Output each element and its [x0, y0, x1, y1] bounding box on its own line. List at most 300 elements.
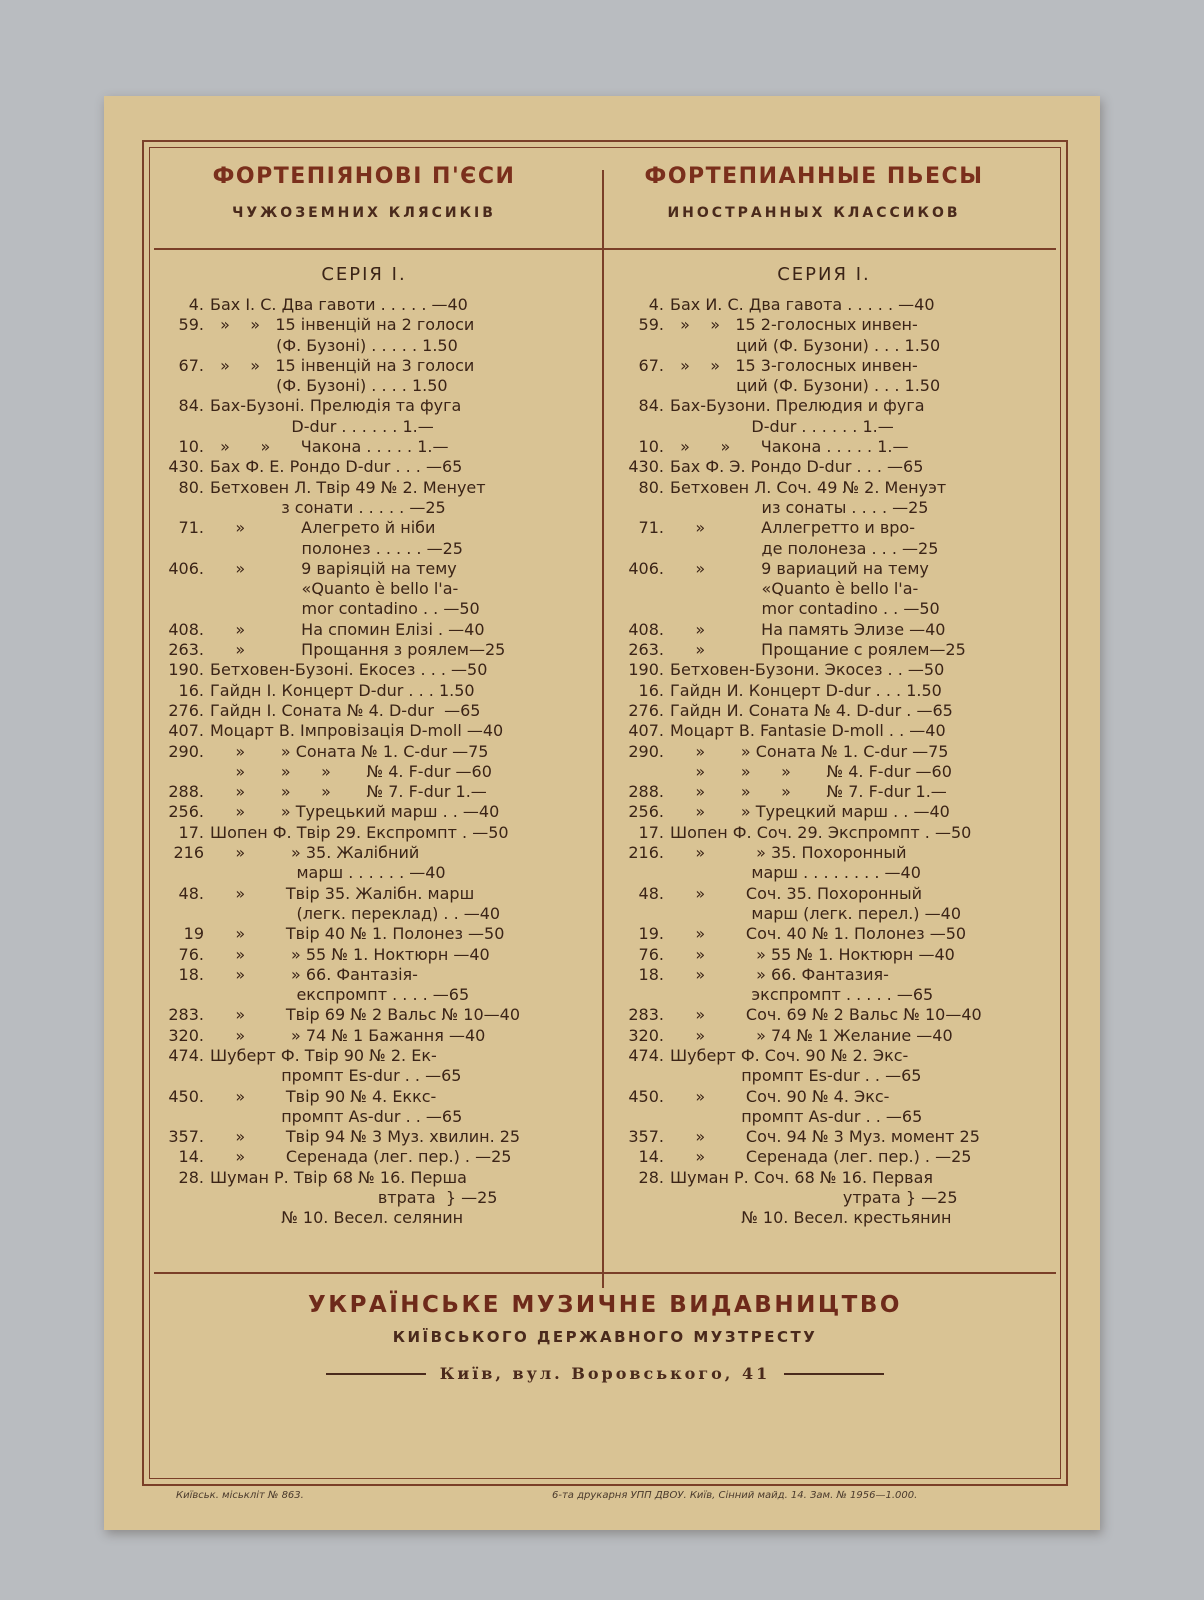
- catalog-text: » » 35. Жалібний: [210, 843, 420, 863]
- catalog-number: [622, 1107, 670, 1127]
- catalog-number: 4.: [648, 295, 664, 314]
- catalog-text: » Твір 69 № 2 Вальс № 10—40: [210, 1005, 520, 1025]
- left-catalog-entry: [162, 478, 562, 498]
- catalog-number: 450.: [168, 1086, 204, 1106]
- right-catalog-entry: [622, 782, 1022, 802]
- left-catalog-entry: [162, 843, 562, 863]
- catalog-text: » » 15 інвенцій на 2 голоси: [210, 315, 475, 335]
- catalog-number: 18.: [638, 964, 664, 984]
- catalog-number: 263.: [628, 640, 664, 660]
- catalog-text: марш . . . . . . —40: [210, 863, 446, 883]
- publisher-address: Київ, вул. Воровського, 41: [439, 1364, 771, 1383]
- right-catalog-entry: [622, 965, 1022, 985]
- catalog-text: экспромпт . . . . . —65: [670, 985, 934, 1005]
- right-catalog-entry: [622, 539, 1022, 559]
- publisher-name: УКРАЇНСЬКЕ МУЗИЧНЕ ВИДАВНИЦТВО: [308, 1292, 902, 1318]
- catalog-number: [162, 336, 210, 356]
- catalog-text: » » » № 4. F-dur —60: [670, 761, 952, 781]
- catalog-number: [622, 1188, 670, 1208]
- catalog-number: 406.: [628, 558, 664, 578]
- right-title: ФОРТЕПИАННЫЕ ПЬЕСЫ: [644, 164, 984, 189]
- catalog-text: Шуберт Ф. Твір 90 № 2. Ек-: [210, 1045, 437, 1065]
- catalog-number: 10.: [638, 437, 664, 457]
- catalog-number: [622, 498, 670, 518]
- right-catalog-entry: [622, 762, 1022, 782]
- right-catalog-entry: [622, 701, 1022, 721]
- catalog-text: » » 15 2-голосных инвен-: [670, 315, 918, 335]
- catalog-number: [622, 904, 670, 924]
- left-catalog-entry: [162, 1147, 562, 1167]
- catalog-text: » Алегрето й ніби: [210, 518, 436, 538]
- catalog-number: 216.: [628, 843, 664, 863]
- catalog-number: 190.: [168, 660, 204, 680]
- left-catalog-entry: [162, 457, 562, 477]
- catalog-text: Бах-Бузоні. Прелюдія та фуга: [210, 396, 462, 416]
- right-catalog-entry: [622, 437, 1022, 457]
- catalog-text: Бетховен Л. Соч. 49 № 2. Менуэт: [670, 477, 947, 497]
- catalog-number: [162, 1208, 210, 1228]
- catalog-number: 263.: [168, 640, 204, 660]
- right-catalog-entry: [622, 1188, 1022, 1208]
- left-catalog-entry: [162, 376, 562, 396]
- catalog-number: 276.: [628, 700, 664, 720]
- right-catalog-entry: [622, 620, 1022, 640]
- catalog-number: 16.: [178, 680, 204, 700]
- left-catalog-entry: [162, 721, 562, 741]
- catalog-number: [162, 579, 210, 599]
- catalog-text: (Ф. Бузоні) . . . . . 1.50: [210, 335, 458, 355]
- catalog-text: » Прощання з роялем—25: [210, 640, 506, 660]
- catalog-number: [622, 539, 670, 559]
- catalog-number: 17.: [638, 822, 664, 842]
- catalog-number: 288.: [168, 782, 204, 802]
- catalog-text: » Твір 35. Жалібн. марш: [210, 883, 475, 903]
- left-catalog-entry: [162, 539, 562, 559]
- catalog-text: (легк. переклад) . . —40: [210, 903, 501, 923]
- catalog-number: 28.: [178, 1167, 204, 1187]
- left-heading: [144, 164, 584, 221]
- publisher-address-line: [144, 1364, 1066, 1383]
- left-catalog-entry: [162, 1046, 562, 1066]
- right-catalog-entry: [622, 884, 1022, 904]
- catalog-text: mor contadino . . —50: [210, 599, 480, 619]
- catalog-text: D-dur . . . . . . 1.—: [210, 416, 434, 436]
- left-catalog-entry: [162, 742, 562, 762]
- right-catalog-entry: [622, 518, 1022, 538]
- catalog-text: » » Чакона . . . . . 1.—: [670, 437, 909, 457]
- catalog-text: mor contadino . . —50: [670, 599, 940, 619]
- catalog-text: Бах Ф. Э. Рондо D-dur . . . —65: [670, 457, 924, 477]
- catalog-text: промпт Es-dur . . —65: [670, 1066, 922, 1086]
- catalog-text: » » 15 інвенцій на 3 голоси: [210, 355, 475, 375]
- catalog-number: [162, 417, 210, 437]
- catalog-text: Шопен Ф. Соч. 29. Экспромпт . —50: [670, 822, 972, 842]
- catalog-number: 59.: [638, 315, 664, 335]
- catalog-number: [162, 539, 210, 559]
- catalog-number: [162, 599, 210, 619]
- catalog-text: з сонати . . . . . —25: [210, 497, 446, 517]
- catalog-text: » » Турецький марш . . —40: [210, 802, 500, 822]
- right-catalog-entry: [622, 681, 1022, 701]
- catalog-number: [622, 1066, 670, 1086]
- catalog-number: 408.: [628, 619, 664, 639]
- right-catalog-entry: [622, 924, 1022, 944]
- right-catalog-entry: [622, 843, 1022, 863]
- catalog-text: № 10. Весел. селянин: [210, 1208, 464, 1228]
- catalog-text: Шуман Р. Твір 68 № 16. Перша: [210, 1167, 467, 1187]
- catalog-number: 408.: [168, 619, 204, 639]
- right-entry-list: [622, 295, 1022, 1229]
- catalog-text: ций (Ф. Бузони) . . . 1.50: [670, 335, 941, 355]
- catalog-number: 19: [183, 924, 204, 944]
- catalog-text: Бетховен-Бузоні. Екосез . . . —50: [210, 660, 488, 680]
- left-catalog-entry: [162, 396, 562, 416]
- footer-left-imprint: Київськ. міськліт № 863.: [176, 1490, 304, 1501]
- left-catalog-entry: [162, 417, 562, 437]
- catalog-text: Гайдн И. Соната № 4. D-dur . —65: [670, 700, 953, 720]
- catalog-text: » » Соната № 1. C-dur —75: [210, 741, 489, 761]
- left-catalog-entry: [162, 1168, 562, 1188]
- catalog-text: » Прощание с роялем—25: [670, 640, 966, 660]
- catalog-number: 320.: [168, 1025, 204, 1045]
- catalog-number: 84.: [638, 396, 664, 416]
- left-catalog-entry: [162, 315, 562, 335]
- left-catalog-entry: [162, 1005, 562, 1025]
- right-catalog-entry: [622, 1005, 1022, 1025]
- catalog-number: 283.: [628, 1005, 664, 1025]
- catalog-number: [622, 1208, 670, 1228]
- right-catalog-entry: [622, 1147, 1022, 1167]
- right-catalog-entry: [622, 1087, 1022, 1107]
- right-catalog-entry: [622, 599, 1022, 619]
- left-catalog-entry: [162, 762, 562, 782]
- left-subtitle: ЧУЖОЗЕМНИХ КЛЯСИКІВ: [232, 205, 496, 221]
- catalog-text: марш . . . . . . . . —40: [670, 863, 921, 883]
- catalog-number: 14.: [638, 1147, 664, 1167]
- left-catalog-entry: [162, 863, 562, 883]
- catalog-text: промпт As-dur . . —65: [670, 1106, 923, 1126]
- catalog-text: » На память Элизе —40: [670, 619, 946, 639]
- catalog-text: » Соч. 69 № 2 Вальс № 10—40: [670, 1005, 982, 1025]
- catalog-number: [162, 376, 210, 396]
- catalog-text: Бах И. С. Два гавота . . . . . —40: [670, 295, 935, 314]
- catalog-text: Бах-Бузони. Прелюдия и фуга: [670, 396, 925, 416]
- outer-frame: [142, 140, 1068, 1486]
- right-catalog-entry: [622, 1026, 1022, 1046]
- left-catalog-entry: [162, 518, 562, 538]
- address-rule-left: [326, 1373, 426, 1375]
- catalog-text: » Соч. 40 № 1. Полонез —50: [670, 924, 967, 944]
- catalog-number: 407.: [628, 721, 664, 741]
- catalog-number: 80.: [178, 477, 204, 497]
- catalog-text: втрата } —25: [210, 1188, 498, 1208]
- right-catalog-entry: [622, 1168, 1022, 1188]
- catalog-number: [622, 376, 670, 396]
- right-heading: [594, 164, 1034, 221]
- left-catalog-entry: [162, 1127, 562, 1147]
- right-catalog-entry: [622, 1127, 1022, 1147]
- catalog-text: » » 66. Фантазия-: [670, 964, 889, 984]
- left-entry-list: [162, 295, 562, 1229]
- right-catalog-entry: [622, 985, 1022, 1005]
- left-catalog-entry: [162, 701, 562, 721]
- left-catalog-entry: [162, 1026, 562, 1046]
- left-catalog-entry: [162, 782, 562, 802]
- right-series-heading: СЕРИЯ І.: [777, 264, 871, 285]
- left-catalog-entry: [162, 356, 562, 376]
- catalog-text: » » Турецкий марш . . —40: [670, 802, 950, 822]
- catalog-text: » Соч. 94 № 3 Муз. момент 25: [670, 1127, 980, 1147]
- left-catalog-entry: [162, 681, 562, 701]
- footer-right-imprint: 6-та друкарня УПП ДВОУ. Київ, Сінний майд. 14. Зам. № 1956—1.000.: [552, 1490, 918, 1501]
- catalog-text: » » Соната № 1. C-dur —75: [670, 741, 949, 761]
- left-catalog-entry: [162, 945, 562, 965]
- right-catalog-entry: [622, 559, 1022, 579]
- catalog-number: 450.: [628, 1086, 664, 1106]
- catalog-number: 4.: [188, 295, 204, 314]
- catalog-text: Моцарт В. Fantasie D-moll . . —40: [670, 721, 946, 741]
- catalog-number: 67.: [638, 355, 664, 375]
- catalog-text: » » » № 7. F-dur 1.—: [210, 782, 487, 802]
- catalog-text: из сонаты . . . . —25: [670, 497, 929, 517]
- left-title: ФОРТЕПІЯНОВІ П'ЄСИ: [212, 164, 516, 189]
- sheet: [104, 96, 1100, 1530]
- right-catalog-entry: [622, 721, 1022, 741]
- catalog-number: 474.: [168, 1045, 204, 1065]
- left-catalog-entry: [162, 660, 562, 680]
- right-catalog-entry: [622, 376, 1022, 396]
- left-catalog-entry: [162, 1087, 562, 1107]
- catalog-number: 16.: [638, 680, 664, 700]
- footer-divider: [154, 1272, 1056, 1274]
- catalog-text: Шуман Р. Соч. 68 № 16. Первая: [670, 1167, 933, 1187]
- catalog-text: Шуберт Ф. Соч. 90 № 2. Экс-: [670, 1045, 909, 1065]
- left-catalog-entry: [162, 437, 562, 457]
- catalog-text: Шопен Ф. Твір 29. Експромпт . —50: [210, 822, 509, 842]
- catalog-text: » » 66. Фантазія-: [210, 964, 418, 984]
- catalog-text: експромпт . . . . —65: [210, 985, 470, 1005]
- catalog-text: «Quanto è bello l'a-: [210, 579, 459, 599]
- left-catalog-entry: [162, 904, 562, 924]
- catalog-text: Гайдн І. Соната № 4. D-dur —65: [210, 700, 481, 720]
- catalog-number: 283.: [168, 1005, 204, 1025]
- catalog-number: [162, 904, 210, 924]
- catalog-text: » Серенада (лег. пер.) . —25: [210, 1147, 512, 1167]
- catalog-text: марш (легк. перел.) —40: [670, 903, 961, 923]
- catalog-number: 71.: [638, 518, 664, 538]
- catalog-number: 18.: [178, 964, 204, 984]
- catalog-number: [162, 498, 210, 518]
- catalog-number: 28.: [638, 1167, 664, 1187]
- catalog-text: » Соч. 90 № 4. Экс-: [670, 1086, 890, 1106]
- catalog-number: 430.: [168, 457, 204, 477]
- catalog-number: 430.: [628, 457, 664, 477]
- catalog-text: » » 74 № 1 Бажання —40: [210, 1025, 486, 1045]
- catalog-number: 48.: [638, 883, 664, 903]
- catalog-number: [162, 1066, 210, 1086]
- right-catalog-entry: [622, 336, 1022, 356]
- catalog-text: Бетховен Л. Твір 49 № 2. Менует: [210, 477, 486, 497]
- catalog-number: [162, 863, 210, 883]
- catalog-number: 67.: [178, 355, 204, 375]
- left-catalog-entry: [162, 1107, 562, 1127]
- right-catalog-entry: [622, 802, 1022, 822]
- catalog-text: » » 55 № 1. Ноктюрн —40: [210, 944, 490, 964]
- catalog-text: » » Чакона . . . . . 1.—: [210, 437, 449, 457]
- catalog-number: 288.: [628, 782, 664, 802]
- right-catalog-entry: [622, 742, 1022, 762]
- catalog-number: 357.: [168, 1127, 204, 1147]
- catalog-number: [162, 762, 210, 782]
- catalog-text: » » 74 № 1 Желание —40: [670, 1025, 953, 1045]
- catalog-text: Моцарт В. Імпровізація D-moll —40: [210, 721, 504, 741]
- right-catalog-entry: [622, 1046, 1022, 1066]
- catalog-number: 406.: [168, 558, 204, 578]
- catalog-text: » На спомин Елізі . —40: [210, 619, 485, 639]
- catalog-number: [622, 985, 670, 1005]
- catalog-number: 256.: [168, 802, 204, 822]
- left-catalog-entry: [162, 965, 562, 985]
- catalog-text: » » 35. Похоронный: [670, 843, 907, 863]
- catalog-text: Бетховен-Бузони. Экосез . . —50: [670, 660, 945, 680]
- right-subtitle: ИНОСТРАННЫХ КЛАССИКОВ: [667, 205, 961, 221]
- right-catalog-entry: [622, 1208, 1022, 1228]
- catalog-number: [622, 762, 670, 782]
- catalog-number: [162, 985, 210, 1005]
- catalog-text: Гайдн И. Концерт D-dur . . . 1.50: [670, 680, 942, 700]
- left-catalog-entry: [162, 802, 562, 822]
- catalog-number: 474.: [628, 1045, 664, 1065]
- catalog-number: 290.: [168, 741, 204, 761]
- right-catalog-entry: [622, 863, 1022, 883]
- right-catalog-entry: [622, 315, 1022, 335]
- left-catalog-entry: [162, 599, 562, 619]
- right-catalog-entry: [622, 579, 1022, 599]
- catalog-text: Бах І. С. Два гавоти . . . . . —40: [210, 295, 468, 314]
- left-catalog-entry: [162, 336, 562, 356]
- right-catalog-entry: [622, 498, 1022, 518]
- right-catalog-entry: [622, 823, 1022, 843]
- catalog-text: » 9 вариаций на тему: [670, 558, 929, 578]
- catalog-number: 216: [173, 843, 204, 863]
- left-catalog-entry: [162, 884, 562, 904]
- catalog-text: » 9 варіяцій на тему: [210, 558, 457, 578]
- catalog-number: 48.: [178, 883, 204, 903]
- catalog-number: 71.: [178, 518, 204, 538]
- left-catalog-entry: [162, 498, 562, 518]
- left-catalog-entry: [162, 640, 562, 660]
- catalog-number: [162, 1107, 210, 1127]
- catalog-text: (Ф. Бузоні) . . . . 1.50: [210, 376, 448, 396]
- catalog-number: 17.: [178, 822, 204, 842]
- catalog-number: 407.: [168, 721, 204, 741]
- right-catalog-entry: [622, 945, 1022, 965]
- address-rule-right: [784, 1373, 884, 1375]
- right-catalog-entry: [622, 1066, 1022, 1086]
- left-catalog-entry: [162, 1066, 562, 1086]
- catalog-number: 276.: [168, 700, 204, 720]
- left-series-heading: СЕРІЯ І.: [321, 264, 407, 285]
- left-catalog-entry: [162, 559, 562, 579]
- catalog-number: 320.: [628, 1025, 664, 1045]
- catalog-number: [622, 417, 670, 437]
- catalog-number: 19.: [638, 924, 664, 944]
- left-catalog-entry: [162, 620, 562, 640]
- catalog-number: 14.: [178, 1147, 204, 1167]
- catalog-text: » » » № 7. F-dur 1.—: [670, 782, 947, 802]
- right-catalog-entry: [622, 1107, 1022, 1127]
- publisher-block: [144, 1292, 1066, 1442]
- catalog-text: № 10. Весел. крестьянин: [670, 1208, 952, 1228]
- catalog-text: промпт Es-dur . . —65: [210, 1066, 462, 1086]
- right-catalog-entry: [622, 457, 1022, 477]
- catalog-text: промпт As-dur . . —65: [210, 1106, 463, 1126]
- left-catalog-entry: [162, 579, 562, 599]
- catalog-number: 76.: [638, 944, 664, 964]
- catalog-number: 10.: [178, 437, 204, 457]
- catalog-number: 59.: [178, 315, 204, 335]
- right-catalog-entry: [622, 295, 1022, 315]
- catalog-number: 80.: [638, 477, 664, 497]
- catalog-text: » Аллегретто и вро-: [670, 518, 915, 538]
- catalog-text: D-dur . . . . . . 1.—: [670, 416, 894, 436]
- catalog-text: » Соч. 35. Похоронный: [670, 883, 922, 903]
- left-catalog-entry: [162, 985, 562, 1005]
- catalog-number: [162, 1188, 210, 1208]
- header-divider: [154, 248, 1056, 250]
- catalog-text: » Твір 94 № 3 Муз. хвилин. 25: [210, 1127, 521, 1147]
- catalog-text: «Quanto è bello l'a-: [670, 579, 919, 599]
- catalog-number: 84.: [178, 396, 204, 416]
- publisher-trust: КИЇВСЬКОГО ДЕРЖАВНОГО МУЗТРЕСТУ: [392, 1328, 818, 1346]
- catalog-number: [622, 336, 670, 356]
- right-catalog-entry: [622, 478, 1022, 498]
- catalog-text: » » 15 3-голосных инвен-: [670, 355, 918, 375]
- right-catalog-entry: [622, 904, 1022, 924]
- catalog-number: 190.: [628, 660, 664, 680]
- catalog-text: » Твір 40 № 1. Полонез —50: [210, 924, 505, 944]
- left-catalog-entry: [162, 1188, 562, 1208]
- catalog-text: де полонеза . . . —25: [670, 538, 939, 558]
- catalog-number: 357.: [628, 1127, 664, 1147]
- right-catalog-entry: [622, 660, 1022, 680]
- catalog-number: 256.: [628, 802, 664, 822]
- catalog-text: Гайдн І. Концерт D-dur . . . 1.50: [210, 680, 475, 700]
- catalog-number: [622, 579, 670, 599]
- catalog-number: [622, 599, 670, 619]
- catalog-text: утрата } —25: [670, 1188, 958, 1208]
- catalog-number: 76.: [178, 944, 204, 964]
- catalog-text: » » » № 4. F-dur —60: [210, 761, 492, 781]
- right-catalog-entry: [622, 417, 1022, 437]
- catalog-number: 290.: [628, 741, 664, 761]
- right-catalog-entry: [622, 396, 1022, 416]
- left-catalog-entry: [162, 924, 562, 944]
- catalog-text: » » 55 № 1. Ноктюрн —40: [670, 944, 955, 964]
- catalog-text: » Серенада (лег. пер.) . —25: [670, 1147, 972, 1167]
- right-catalog-entry: [622, 356, 1022, 376]
- catalog-number: [622, 863, 670, 883]
- left-catalog-entry: [162, 823, 562, 843]
- left-catalog-entry: [162, 295, 562, 315]
- catalog-text: Бах Ф. Е. Рондо D-dur . . . —65: [210, 457, 463, 477]
- right-catalog-entry: [622, 640, 1022, 660]
- catalog-text: полонез . . . . . —25: [210, 538, 463, 558]
- catalog-text: » Твір 90 № 4. Еккс-: [210, 1086, 437, 1106]
- left-catalog-entry: [162, 1208, 562, 1228]
- catalog-text: ций (Ф. Бузони) . . . 1.50: [670, 376, 941, 396]
- column-divider: [602, 170, 604, 1288]
